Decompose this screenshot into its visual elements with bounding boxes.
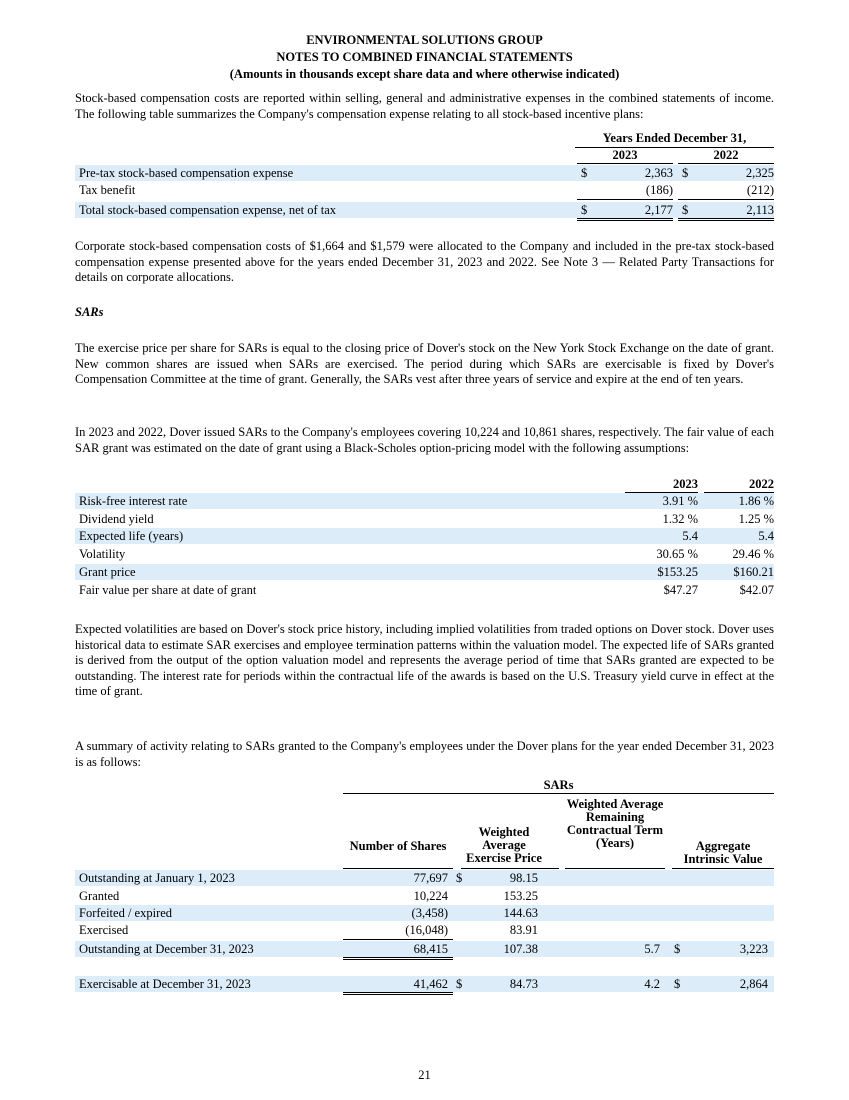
value-2022: 5.4 — [758, 529, 774, 543]
col-price-header: Weighted Average Exercise Price — [466, 825, 542, 865]
currency-symbol: $ — [674, 977, 681, 991]
currency-symbol: $ — [456, 871, 463, 885]
currency-symbol: $ — [682, 203, 689, 217]
row-label: Exercisable at December 31, 2023 — [79, 977, 251, 991]
table-row — [75, 182, 774, 198]
shares-value: 77,697 — [413, 871, 448, 885]
value-2023: $47.27 — [663, 583, 698, 597]
col-shares-rule — [343, 868, 453, 869]
row-label: Forfeited / expired — [79, 906, 173, 920]
price-value: 83.91 — [509, 923, 538, 937]
row-label: Exercised — [79, 923, 129, 937]
table-row — [75, 922, 774, 938]
intrinsic-value: 2,864 — [739, 977, 768, 991]
row-label: Risk-free interest rate — [79, 494, 188, 508]
col-2023-header: 2023 — [612, 148, 638, 162]
company-name: ENVIRONMENTAL SOLUTIONS GROUP — [306, 33, 543, 47]
value-2023: 2,177 — [644, 203, 673, 217]
col-term-rule — [565, 868, 665, 869]
col-2022-header-rule — [678, 163, 774, 164]
row-label: Dividend yield — [79, 512, 154, 526]
value-2023: 5.4 — [682, 529, 698, 543]
value-2022: $42.07 — [739, 583, 774, 597]
sars-group-header: SARs — [543, 778, 574, 792]
subtotal-rule-shares — [343, 939, 453, 940]
value-2023: $153.25 — [657, 565, 698, 579]
table-row — [75, 546, 774, 562]
amounts-note: (Amounts in thousands except share data and where otherwise indicated) — [229, 67, 620, 81]
value-2022: 1.25 % — [738, 512, 774, 526]
col-term-header: Weighted Average Remaining Contractual Term (Years) — [566, 797, 664, 850]
row-label: Granted — [79, 889, 120, 903]
corporate-paragraph: Corporate stock-based compensation costs of $1,664 and $1,579 were allocated to the Company and included in the pre-tax stock-based compensation expense presented above for the years ended December 31, 2023 and 2022. See Note 3 — Related Party Transactions for details on corporate allocations. — [75, 239, 774, 284]
summary-paragraph: A summary of activity relating to SARs granted to the Company's employees under the Dover plans for the year ended December 31, 2023 is as follows: — [75, 739, 774, 769]
table-row — [75, 976, 774, 992]
currency-symbol: $ — [682, 166, 689, 180]
value-2022: 1.86 % — [738, 494, 774, 508]
table-row — [75, 564, 774, 580]
currency-symbol: $ — [674, 942, 681, 956]
value-2022: 29.46 % — [732, 547, 774, 561]
table-row — [75, 582, 774, 598]
currency-symbol: $ — [581, 166, 588, 180]
price-value: 84.73 — [509, 977, 538, 991]
value-2023: (186) — [645, 183, 673, 197]
total-rule-2022-b — [678, 220, 774, 221]
value-2023: 1.32 % — [662, 512, 698, 526]
shares-value: 41,462 — [413, 977, 448, 991]
shares-value: (3,458) — [411, 906, 448, 920]
price-value: 144.63 — [503, 906, 538, 920]
term-value: 5.7 — [644, 942, 660, 956]
exercisable-rule-a — [343, 992, 453, 993]
term-value: 4.2 — [644, 977, 660, 991]
exercisable-rule-b — [343, 994, 453, 995]
intro-paragraph: Stock-based compensation costs are reported within selling, general and administrative expenses in the combined statements of income. The following table summarizes the Company's compensation expense relating to all stock-based incentive plans: — [75, 91, 774, 121]
col-price-rule — [461, 868, 559, 869]
currency-symbol: $ — [581, 203, 588, 217]
shares-value: (16,048) — [405, 923, 448, 937]
sars-group-rule — [343, 793, 774, 794]
page-number: 21 — [418, 1068, 431, 1082]
row-label: Expected life (years) — [79, 529, 184, 543]
total-rule-2023-a — [577, 218, 673, 219]
row-label: Outstanding at December 31, 2023 — [79, 942, 254, 956]
period-header-rule — [575, 147, 774, 148]
col-value-header: Aggregate Intrinsic Value — [683, 839, 763, 866]
price-value: 153.25 — [503, 889, 538, 903]
volatility-paragraph: Expected volatilities are based on Dover's stock price history, including implied volatilities from traded options on Dover stock. Dover uses historical data to estimate SAR exercises and employee termination patterns within the valuation model. The expected life of SARs granted is derived from the output of the option valuation model and represents the average period of time that SARs granted are expected to be outstanding. The interest rate for periods within the contractual life of the awards is based on the U.S. Treasury yield curve in effect at the time of grant. — [75, 622, 774, 698]
currency-symbol: $ — [456, 977, 463, 991]
table-row — [75, 528, 774, 544]
col-shares-header: Number of Shares — [349, 839, 447, 853]
price-value: 107.38 — [503, 942, 538, 956]
table-row — [75, 888, 774, 904]
document-subtitle: NOTES TO COMBINED FINANCIAL STATEMENTS — [276, 50, 573, 64]
value-2022: $160.21 — [733, 565, 774, 579]
col-2023-header-rule — [577, 163, 673, 164]
total-rule-shares-a — [343, 957, 453, 958]
table-row — [75, 905, 774, 921]
col-2023-header: 2023 — [673, 477, 698, 491]
table-row — [75, 202, 774, 218]
sars-paragraph-1: The exercise price per share for SARs is equal to the closing price of Dover's stock on the New York Stock Exchange on the date of grant. New common shares are issued when SARs are exercised. The period during which SARs are exercisable is fixed by Dover's Compensation Committee at the time of grant. Generally, the SARs vest after three years of service and expire at the end of ten years. — [75, 341, 774, 386]
row-label: Outstanding at January 1, 2023 — [79, 871, 235, 885]
shares-value: 68,415 — [413, 942, 448, 956]
row-label: Volatility — [79, 547, 126, 561]
table-row — [75, 511, 774, 527]
value-2023: 2,363 — [644, 166, 673, 180]
row-label: Pre-tax stock-based compensation expense — [79, 166, 294, 180]
price-value: 98.15 — [509, 871, 538, 885]
col-value-rule — [672, 868, 774, 869]
value-2023: 3.91 % — [662, 494, 698, 508]
table-row — [75, 870, 774, 886]
value-2022: (212) — [746, 183, 774, 197]
value-2023: 30.65 % — [656, 547, 698, 561]
total-rule-2022-a — [678, 218, 774, 219]
intrinsic-value: 3,223 — [739, 942, 768, 956]
row-label: Fair value per share at date of grant — [79, 583, 257, 597]
row-label: Tax benefit — [79, 183, 136, 197]
value-2022: 2,113 — [746, 203, 774, 217]
shares-value: 10,224 — [413, 889, 448, 903]
period-header: Years Ended December 31, — [602, 131, 747, 145]
row-label: Grant price — [79, 565, 136, 579]
sars-paragraph-2: In 2023 and 2022, Dover issued SARs to the Company's employees covering 10,224 and 10,861 shares, respectively. The fair value of each SAR grant was estimated on the date of grant using a Black-Scholes option-pricing model with the following assumptions: — [75, 425, 774, 455]
col-2022-header: 2022 — [713, 148, 739, 162]
table-row — [75, 493, 774, 509]
col-2022-header: 2022 — [749, 477, 774, 491]
table-row — [75, 941, 774, 957]
table-row — [75, 165, 774, 181]
total-rule-shares-b — [343, 959, 453, 960]
total-rule-2023-b — [577, 220, 673, 221]
row-label: Total stock-based compensation expense, net of tax — [79, 203, 337, 217]
subtotal-rule-2023 — [577, 199, 673, 200]
value-2022: 2,325 — [745, 166, 774, 180]
sars-heading: SARs — [75, 305, 104, 319]
subtotal-rule-2022 — [678, 199, 774, 200]
